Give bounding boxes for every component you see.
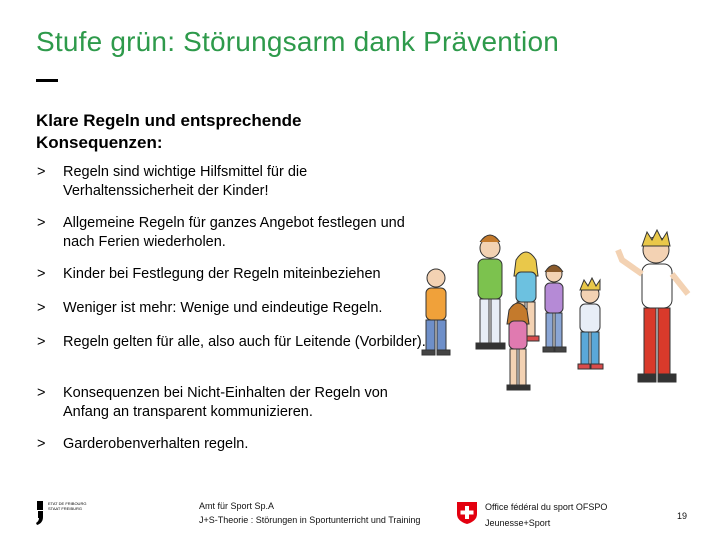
footer-course-title: J+S-Theorie : Störungen in Sportunterricht und Training <box>199 515 421 525</box>
footer-federal-office: Office fédéral du sport OFSPO <box>485 502 608 512</box>
bullet-item <box>36 265 436 282</box>
coach-figure <box>618 230 688 382</box>
bullet-text: Garderobenverhalten regeln. <box>63 436 249 452</box>
swiss-cross-icon <box>456 501 478 525</box>
subtitle: Klare Regeln und entsprechende Konsequenzen: <box>36 111 302 152</box>
child-figure-5 <box>507 303 530 390</box>
canton-fribourg-logo <box>36 499 106 525</box>
bullet-item <box>36 163 436 197</box>
child-figure-2 <box>476 235 505 349</box>
bullet-list <box>36 163 436 452</box>
bullet-item <box>36 214 436 248</box>
bullet-text: Weniger ist mehr: Wenige und eindeutige Regeln. <box>63 300 383 316</box>
bullet-marker: > <box>37 334 46 350</box>
page-number: 19 <box>676 511 687 521</box>
child-figure-4 <box>543 265 566 352</box>
bullet-marker: > <box>37 266 46 282</box>
bullet-text: Allgemeine Regeln für ganzes Angebot festlegen und nach Ferien wiederholen. <box>63 215 405 250</box>
bullet-text: Regeln sind wichtige Hilfsmittel für die Verhaltenssicherheit der Kinder! <box>63 164 308 199</box>
footer-program: Jeunesse+Sport <box>485 518 551 528</box>
bullet-item <box>36 299 436 316</box>
bullet-marker: > <box>37 164 46 180</box>
bullet-marker: > <box>37 215 46 231</box>
footer-office-name: Amt für Sport Sp.A <box>199 501 275 511</box>
logo-line-2: STAAT FREIBURG <box>48 506 83 511</box>
page-title: Stufe grün: Störungsarm dank Prävention <box>36 26 559 57</box>
bullet-marker: > <box>37 385 46 401</box>
bullet-marker: > <box>37 436 46 452</box>
child-figure-6 <box>578 278 603 369</box>
title-dash <box>36 79 58 82</box>
bullet-item <box>36 435 436 452</box>
bullet-item <box>36 384 436 418</box>
child-figure-1 <box>422 269 450 355</box>
bullet-text: Regeln gelten für alle, also auch für Leitende (Vorbilder). <box>63 334 426 350</box>
bullet-text: Kinder bei Festlegung der Regeln miteinbeziehen <box>63 266 381 282</box>
bullet-text: Konsequenzen bei Nicht-Einhalten der Regeln von Anfang an transparent kommunizieren. <box>63 385 388 420</box>
bullet-item <box>36 333 436 367</box>
children-and-coach-illustration <box>408 222 700 398</box>
logo-line-1: ETAT DE FRIBOURG <box>48 501 87 506</box>
bullet-marker: > <box>37 300 46 316</box>
